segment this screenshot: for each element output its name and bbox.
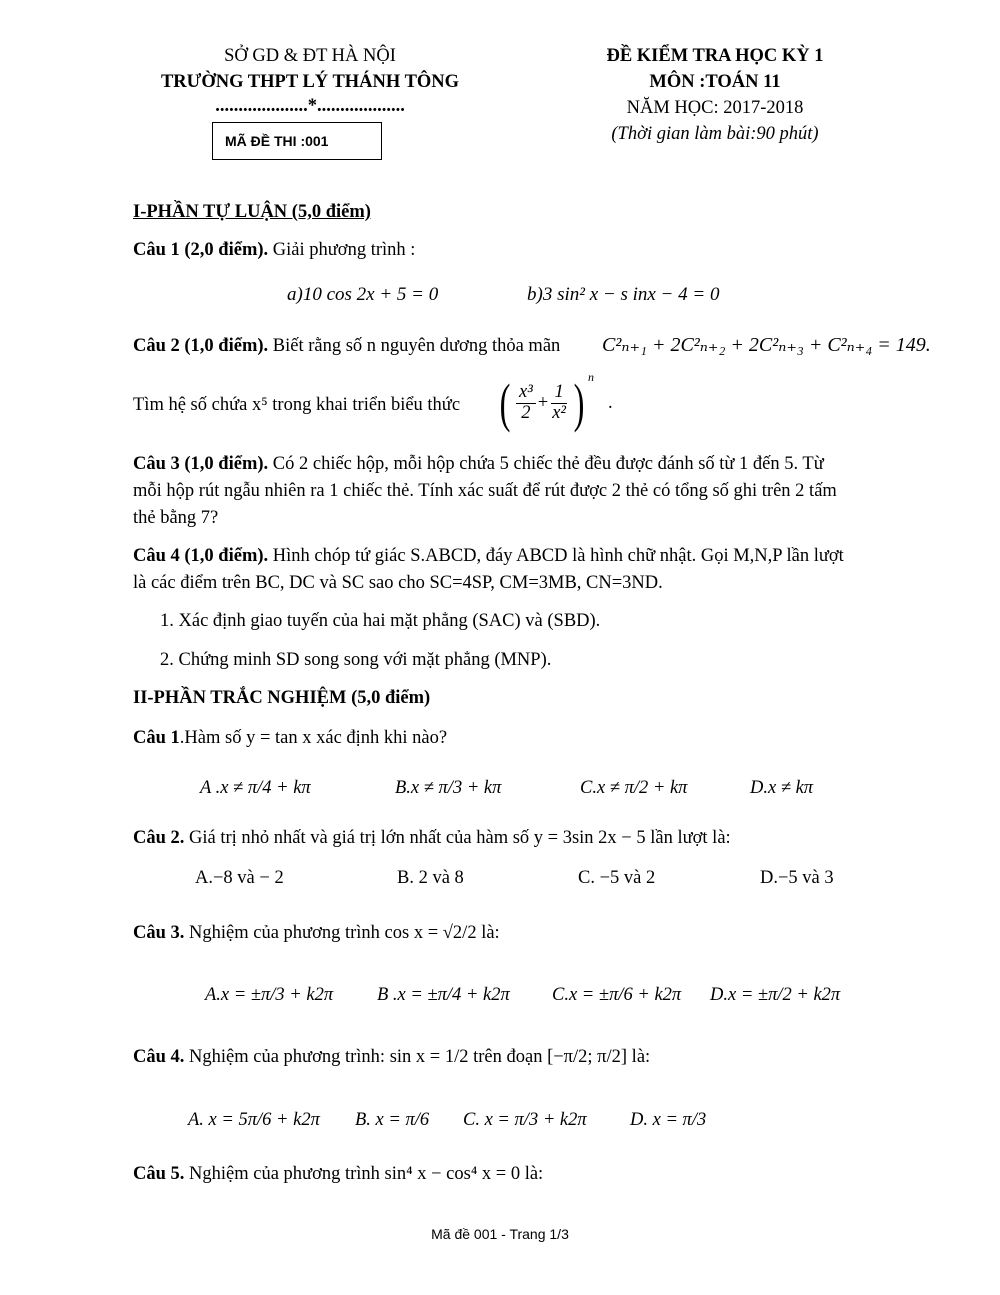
exam-subject: MÔN :TOÁN 11: [649, 72, 781, 92]
mcq4-option-c[interactable]: C. x = π/3 + k2π: [463, 1110, 587, 1130]
essay-q4-item1: 1. Xác định giao tuyến của hai mặt phẳng (SAC) và (SBD).: [160, 611, 601, 631]
mcq4-option-d[interactable]: D. x = π/3: [630, 1110, 707, 1130]
mcq1-option-a[interactable]: A .x ≠ π/4 + kπ: [200, 778, 311, 798]
mcq1: [133, 728, 447, 749]
mcq2-option-b[interactable]: B. 2 và 8: [397, 868, 464, 888]
mcq1-option-d[interactable]: D.x ≠ kπ: [750, 778, 814, 798]
essay-q3-line3: thẻ bằng 7?: [133, 508, 219, 528]
essay-q4-item2: 2. Chứng minh SD song song với mặt phẳng (MNP).: [160, 650, 552, 670]
essay-q1: [133, 240, 415, 261]
essay-q3-line1: Câu 3 (1,0 điểm). Có 2 chiếc hộp, mỗi hộp chứa 5 chiếc thẻ đều được đánh số từ 1 đến 5. Từ: [133, 454, 824, 474]
essay-q1-b: b)3 sin² x − s inx − 4 = 0: [527, 284, 720, 305]
mcq3-option-b[interactable]: B .x = ±π/4 + k2π: [377, 985, 510, 1005]
mcq1-option-c[interactable]: C.x ≠ π/2 + kπ: [580, 778, 688, 798]
mcq5-text: Nghiệm của phương trình sin⁴ x − cos⁴ x = 0 là:: [184, 1164, 544, 1184]
mcq3-option-c[interactable]: C.x = ±π/6 + k2π: [552, 985, 682, 1005]
essay-q1-label: Câu 1 (2,0 điểm).: [133, 240, 269, 260]
exam-duration: (Thời gian làm bài:90 phút): [611, 124, 819, 144]
essay-q1-a: a)10 cos 2x + 5 = 0: [287, 284, 439, 305]
essay-q2: [133, 336, 560, 357]
essay-q2-equation: C²ₙ₊₁ + 2C²ₙ₊₂ + 2C²ₙ₊₃ + C²ₙ₊₄ = 149.: [602, 334, 931, 356]
part1-title: I-PHẦN TỰ LUẬN (5,0 điểm): [133, 202, 371, 222]
essay-q2-expression: ( $\frac{\text{x³}}{2}$ + $\frac{1}{\text{x²}}$ ) n .: [499, 370, 613, 433]
mcq4-label: Câu 4.: [133, 1047, 185, 1067]
mcq2-option-d[interactable]: D.−5 và 3: [760, 868, 834, 888]
essay-q4-line1: Câu 4 (1,0 điểm). Hình chóp tứ giác S.ABCD, đáy ABCD là hình chữ nhật. Gọi M,N,P lần lượt: [133, 546, 844, 566]
mcq4: [133, 1047, 650, 1068]
school-name: TRƯỜNG THPT LÝ THÁNH TÔNG: [160, 72, 460, 92]
mcq1-label: Câu 1: [133, 728, 180, 748]
mcq5: [133, 1164, 543, 1185]
essay-q2-text: Biết rằng số n nguyên dương thỏa mãn: [268, 336, 561, 356]
mcq3-text: Nghiệm của phương trình cos x = √2/2 là:: [184, 923, 500, 943]
exam-code-box: MÃ ĐỀ THI :001: [212, 122, 382, 160]
mcq2-label: Câu 2.: [133, 828, 185, 848]
header-divider: ....................*...................: [215, 96, 405, 116]
mcq3-label: Câu 3.: [133, 923, 185, 943]
mcq4-text: Nghiệm của phương trình: sin x = 1/2 trên đoạn [−π/2; π/2] là:: [184, 1047, 651, 1067]
mcq2: [133, 828, 731, 849]
essay-q4-label: Câu 4 (1,0 điểm).: [133, 546, 269, 566]
mcq2-option-c[interactable]: C. −5 và 2: [578, 868, 656, 888]
essay-q3-label: Câu 3 (1,0 điểm).: [133, 454, 269, 474]
mcq3-option-d[interactable]: D.x = ±π/2 + k2π: [710, 985, 841, 1005]
essay-q2-line2: Tìm hệ số chứa x⁵ trong khai triển biểu thức: [133, 395, 461, 415]
essay-q2-label: Câu 2 (1,0 điểm).: [133, 336, 269, 356]
essay-q1-text: Giải phương trình :: [268, 240, 416, 260]
mcq1-text: .Hàm số y = tan x xác định khi nào?: [179, 728, 448, 748]
essay-q4-line2: là các điểm trên BC, DC và SC sao cho SC=4SP, CM=3MB, CN=3ND.: [133, 573, 663, 593]
mcq2-option-a[interactable]: A.−8 và − 2: [195, 868, 284, 888]
school-year: NĂM HỌC: 2017-2018: [626, 98, 804, 118]
part2-title: II-PHẦN TRẮC NGHIỆM (5,0 điểm): [133, 688, 431, 708]
school-department: SỞ GD & ĐT HÀ NỘI: [224, 46, 396, 66]
page-footer: Mã đề 001 - Trang 1/3: [431, 1226, 569, 1242]
mcq2-text: Giá trị nhỏ nhất và giá trị lớn nhất của hàm số y = 3sin 2x − 5 lần lượt là:: [184, 828, 731, 848]
essay-q3-line2: mỗi hộp rút ngẫu nhiên ra 1 chiếc thẻ. Tính xác suất để rút được 2 thẻ có tổng số ghi trên 2 tấm: [133, 481, 837, 501]
mcq1-option-b[interactable]: B.x ≠ π/3 + kπ: [395, 778, 502, 798]
mcq5-label: Câu 5.: [133, 1164, 185, 1184]
mcq3: [133, 923, 500, 944]
mcq4-option-a[interactable]: A. x = 5π/6 + k2π: [188, 1110, 320, 1130]
mcq3-option-a[interactable]: A.x = ±π/3 + k2π: [205, 985, 334, 1005]
mcq4-option-b[interactable]: B. x = π/6: [355, 1110, 430, 1130]
exam-title: ĐỀ KIỂM TRA HỌC KỲ 1: [606, 46, 824, 66]
